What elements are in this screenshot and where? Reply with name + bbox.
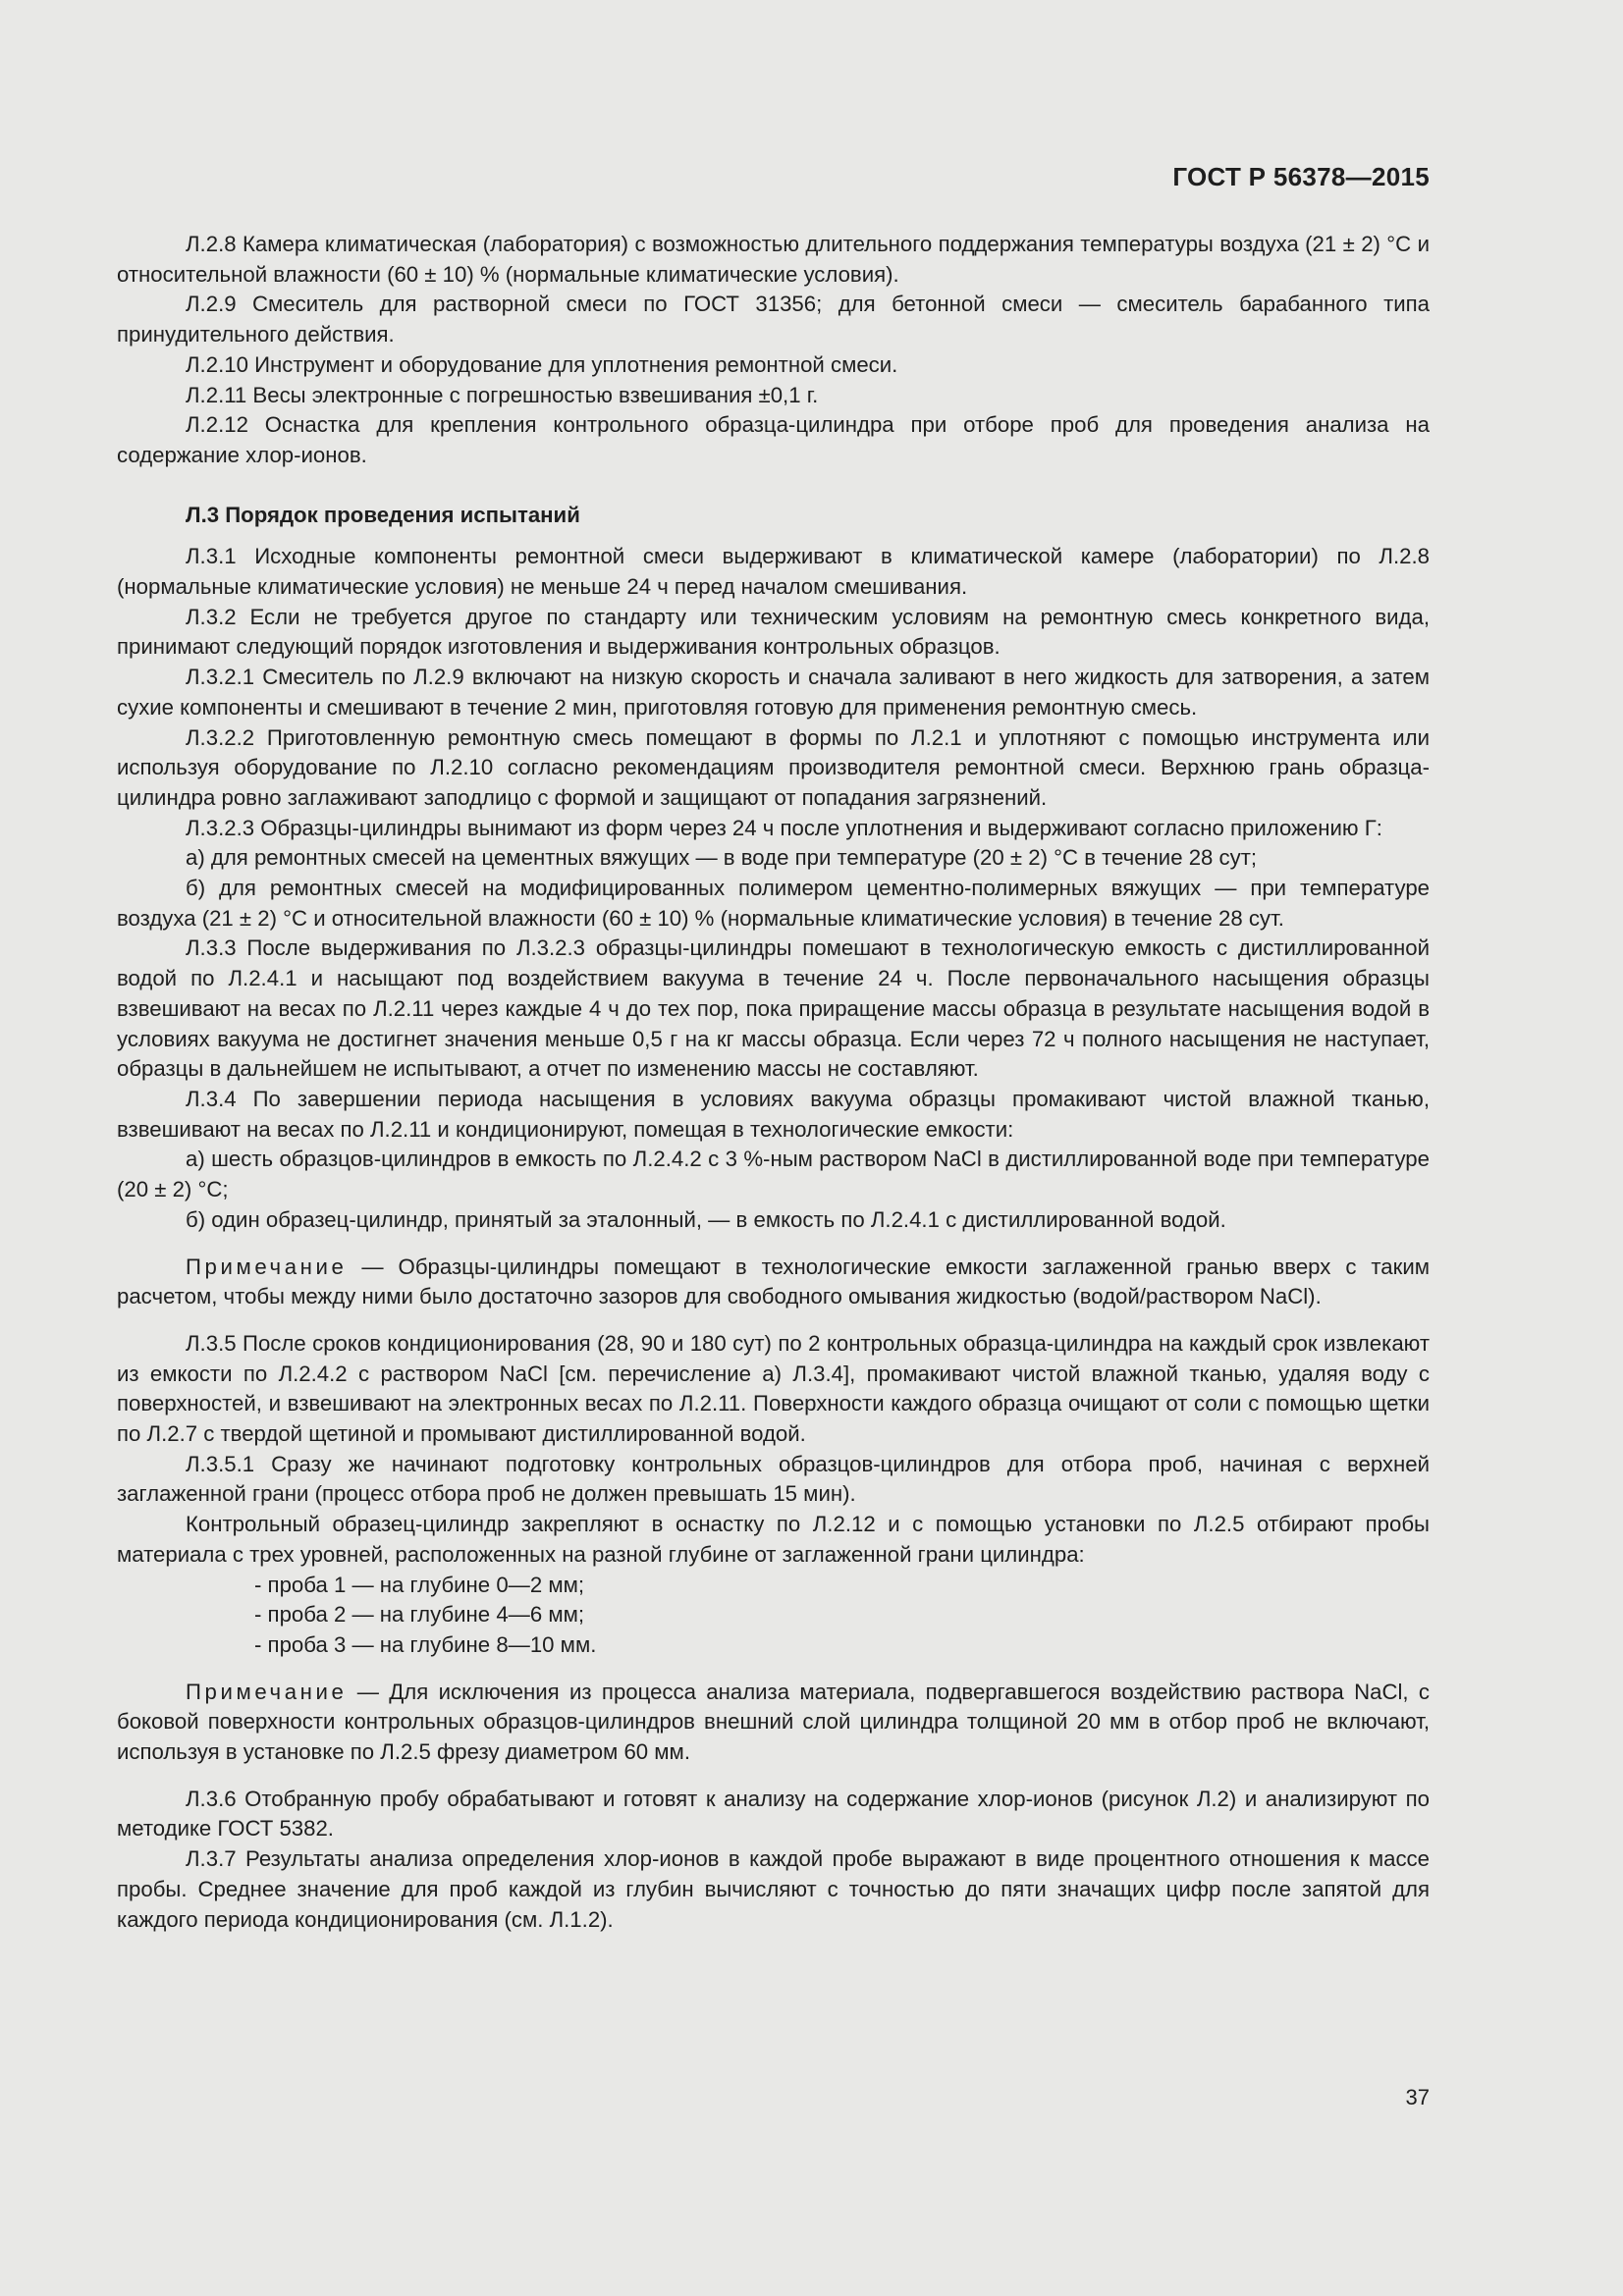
list-item: б) для ремонтных смесей на модифицированных полимером цементно-полимерных вяжущих — при температуре воздуха (21 ± 2) °С и относительной влажности (60 ± 10) % (нормальные климатические условия) в течение 28 сут. <box>117 876 1430 931</box>
paragraph: Л.3.3 После выдерживания по Л.3.2.3 образцы-цилиндры помешают в технологическую емкость с дистиллированной водой по Л.2.4.1 и насыщают под воздействием вакуума в течение 24 ч. После первоначального насыщения образцы взвешивают на весах по Л.2.11 через каждые 4 ч до тех пор, пока приращение массы образца в результате насыщения водой в условиях вакуума не достигнет значения меньше 0,5 г на кг массы образца. Если через 72 ч полного насыщения не наступает, образцы в дальнейшем не испытывают, а отчет по изменению массы не составляют. <box>117 935 1430 1082</box>
section-heading: Л.3 Порядок проведения испытаний <box>186 502 580 527</box>
list-item: а) для ремонтных смесей на цементных вяжущих — в воде при температуре (20 ± 2) °С в течение 28 сут; <box>186 845 1258 871</box>
paragraph: Л.3.2.3 Образцы-цилиндры вынимают из форм через 24 ч после уплотнения и выдерживают согласно приложению Г: <box>186 815 1382 840</box>
paragraph: Л.3.5.1 Сразу же начинают подготовку контрольных образцов-цилиндров для отбора проб, начиная с верхней заглаженной грани (процесс отбора проб не должен превышать 15 мин). <box>117 1451 1430 1507</box>
paragraph: Л.3.5 После сроков кондиционирования (28, 90 и 180 сут) по 2 контрольных образца-цилиндра на каждый срок извлекают из емкости по Л.2.4.2 с раствором NaCl [см. перечисление а) Л.3.4], промакивают чистой влажной тканью, удаляя воду с поверхностей, и взвешивают на электронных весах по Л.2.11. Поверхности каждого образца очищают от соли с помощью щетки по Л.2.7 с твердой щетиной и промывают дистиллированной водой. <box>117 1330 1430 1447</box>
paragraph: Л.3.2 Если не требуется другое по стандарту или техническим условиям на ремонтную смесь конкретного вида, принимают следующий порядок изготовления и выдерживания контрольных образцов. <box>117 604 1430 660</box>
paragraph: Л.2.9 Смеситель для растворной смеси по ГОСТ 31356; для бетонной смеси — смеситель барабанного типа принудительного действия. <box>117 292 1430 347</box>
note <box>117 1253 1430 1312</box>
list-item: - проба 2 — на глубине 4—6 мм; <box>254 1602 585 1628</box>
note <box>117 1678 1430 1768</box>
document-code: ГОСТ Р 56378—2015 <box>1172 162 1430 191</box>
paragraph: Л.3.2.1 Смеситель по Л.2.9 включают на низкую скорость и сначала заливают в него жидкость для затворения, а затем сухие компоненты и смешивают в течение 2 мин, приготовляя готовую для применения ремонтную смесь. <box>117 665 1430 720</box>
note-label: Примечание <box>186 1679 348 1704</box>
paragraph: Л.3.6 Отобранную пробу обрабатывают и готовят к анализу на содержание хлор-ионов (рисунок Л.2) и анализируют по методике ГОСТ 5382. <box>117 1786 1430 1842</box>
paragraph: Л.3.2.2 Приготовленную ремонтную смесь помещают в формы по Л.2.1 и уплотняют с помощью инструмента или используя оборудование по Л.2.10 согласно рекомендациям производителя ремонтной смеси. Верхнюю грань образца-цилиндра ровно заглаживают заподлицо с формой и защищают от попадания загрязнений. <box>117 724 1430 810</box>
list-item: - проба 1 — на глубине 0—2 мм; <box>254 1572 585 1597</box>
paragraph: Л.2.12 Оснастка для крепления контрольного образца-цилиндра при отборе проб для проведения анализа на содержание хлор-ионов. <box>117 412 1430 467</box>
paragraph: Л.3.4 По завершении периода насыщения в условиях вакуума образцы промакивают чистой влажной тканью, взвешивают на весах по Л.2.11 и кондиционируют, помещая в технологические емкости: <box>117 1086 1430 1142</box>
list-item: б) один образец-цилиндр, принятый за эталонный, — в емкость по Л.2.4.1 с дистиллированной водой. <box>186 1206 1226 1232</box>
paragraph: Л.3.7 Результаты анализа определения хлор-ионов в каждой пробе выражают в виде процентного отношения к массе пробы. Среднее значение для проб каждой из глубин вычисляют с точностью до пяти значащих цифр после запятой для каждого периода кондиционирования (см. Л.1.2). <box>117 1846 1430 1932</box>
list-item: - проба 3 — на глубине 8—10 мм. <box>254 1631 597 1657</box>
page-number: 37 <box>1405 2085 1430 2109</box>
paragraph: Л.2.10 Инструмент и оборудование для уплотнения ремонтной смеси. <box>186 351 898 377</box>
note-text: — Для исключения из процесса анализа материала, подвергавшегося воздействию раствора NaCl, с боковой поверхности контрольных образцов-цилиндров внешний слой цилиндра толщиной 20 мм в отбор проб не включают, используя в установке по Л.2.5 фрезу диаметром 60 мм. <box>117 1679 1430 1765</box>
paragraph: Контрольный образец-цилиндр закрепляют в оснастку по Л.2.12 и с помощью установки по Л.2.5 отбирают пробы материала с трех уровней, расположенных на разной глубине от заглаженной грани цилиндра: <box>117 1512 1430 1567</box>
list-item: а) шесть образцов-цилиндров в емкость по Л.2.4.2 с 3 %-ным раствором NaCl в дистиллированной воде при температуре (20 ± 2) °С; <box>117 1147 1430 1202</box>
paragraph: Л.3.1 Исходные компоненты ремонтной смеси выдерживают в климатической камере (лаборатории) по Л.2.8 (нормальные климатические условия) не меньше 24 ч перед началом смешивания. <box>117 544 1430 600</box>
document-body <box>117 230 1430 1935</box>
note-text: — Образцы-цилиндры помещают в технологические емкости заглаженной гранью вверх с таким расчетом, чтобы между ними было достаточно зазоров для свободного омывания жидкостью (водой/раствором NaCl). <box>117 1254 1430 1309</box>
paragraph: Л.2.8 Камера климатическая (лаборатория) с возможностью длительного поддержания температуры воздуха (21 ± 2) °С и относительной влажности (60 ± 10) % (нормальные климатические условия). <box>117 232 1430 287</box>
paragraph: Л.2.11 Весы электронные с погрешностью взвешивания ±0,1 г. <box>186 382 819 407</box>
note-label: Примечание <box>186 1254 348 1279</box>
